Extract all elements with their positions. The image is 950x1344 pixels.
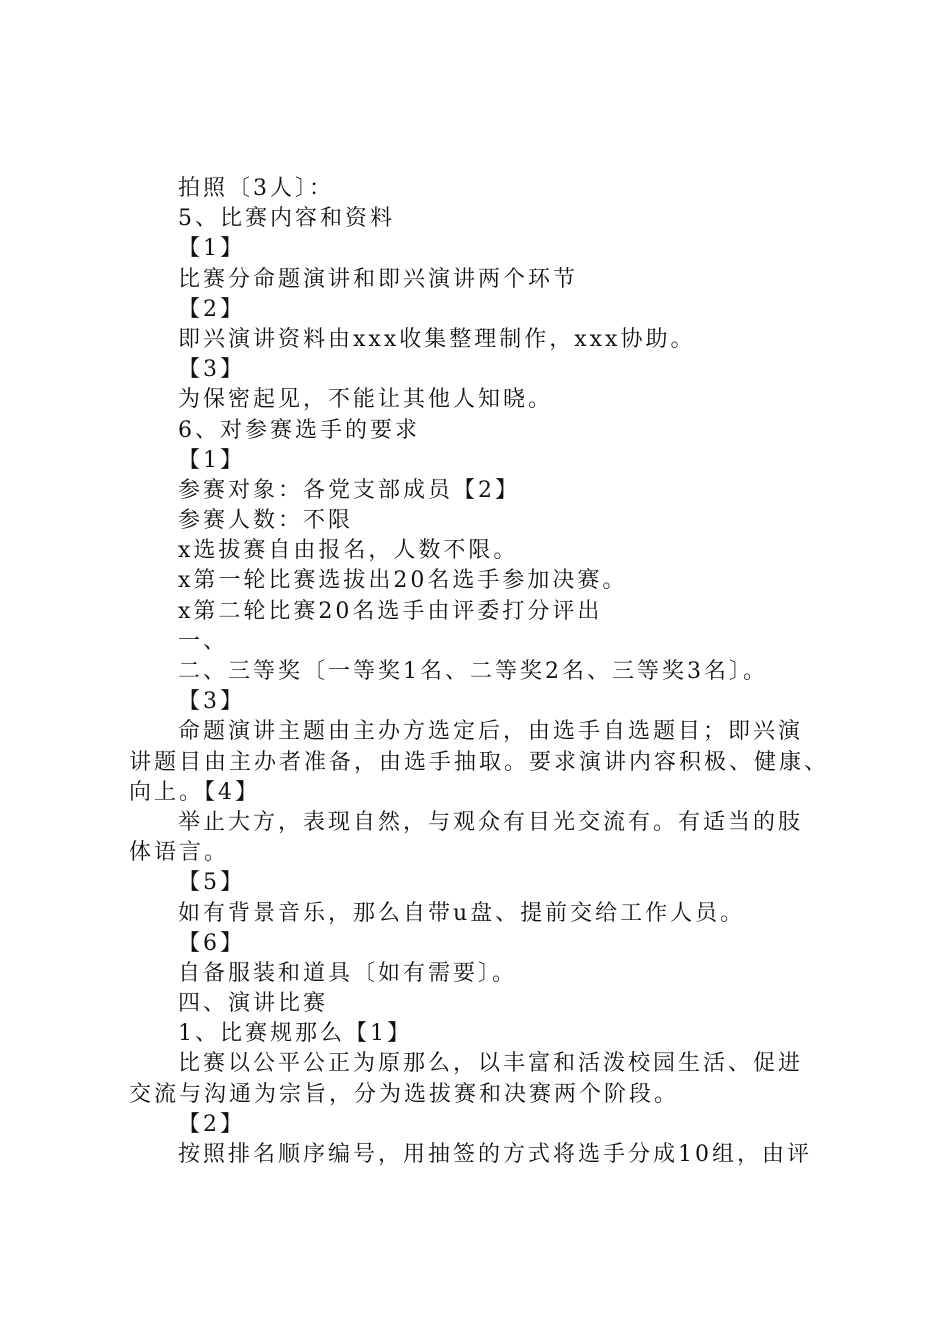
- paragraph-line: 体语言。: [129, 840, 230, 866]
- paragraph-line: x第二轮比赛20名选手由评委打分评出: [178, 598, 603, 624]
- section-heading: 1、比赛规那么【1】: [178, 1021, 412, 1047]
- paragraph-line: x选拔赛自由报名，人数不限。: [178, 538, 519, 564]
- paragraph-line: x第一轮比赛选拔出20名选手参加决赛。: [178, 568, 628, 594]
- paragraph-line: 为保密起见，不能让其他人知晓。: [178, 387, 554, 413]
- item-number: 【5】: [178, 870, 245, 896]
- paragraph-line: 向上。【4】: [129, 779, 260, 805]
- item-number: 【3】: [178, 689, 245, 715]
- paragraph-line: 拍照〔3人〕：: [178, 176, 334, 201]
- paragraph-line: 交流与沟通为宗旨，分为选拔赛和决赛两个阶段。: [129, 1081, 680, 1107]
- item-number: 【2】: [178, 1111, 245, 1137]
- paragraph-line: 如有背景音乐，那么自带u盘、提前交给工作人员。: [178, 900, 746, 926]
- item-number: 【2】: [178, 296, 245, 322]
- paragraph-line: 自备服装和道具〔如有需要〕。: [178, 960, 518, 986]
- paragraph-line: 比赛以公平公正为原那么，以丰富和活泼校园生活、促进: [178, 1051, 804, 1077]
- item-number: 【1】: [178, 236, 245, 262]
- item-number: 【3】: [178, 357, 245, 383]
- section-heading: 四、演讲比赛: [178, 991, 329, 1017]
- paragraph-line: 二、三等奖〔一等奖1名、二等奖2名、三等奖3名〕。: [178, 659, 768, 684]
- paragraph-line: 命题演讲主题由主办方选定后，由选手自选题目；即兴演: [178, 719, 804, 745]
- paragraph-line: 讲题目由主办者准备，由选手抽取。要求演讲内容积极、健康、: [129, 749, 830, 775]
- paragraph-line: 即兴演讲资料由xxx收集整理制作，xxx协助。: [178, 326, 696, 352]
- paragraph-line: 举止大方，表现自然，与观众有目光交流有。有适当的肢: [178, 809, 804, 835]
- paragraph-line: 比赛分命题演讲和即兴演讲两个环节: [178, 266, 579, 292]
- section-heading: 6、对参赛选手的要求: [178, 417, 420, 443]
- document-body: [129, 174, 829, 1170]
- item-number: 【6】: [178, 930, 245, 956]
- item-number: 【1】: [178, 447, 245, 473]
- section-heading: 5、比赛内容和资料: [178, 206, 395, 232]
- paragraph-line: 一、: [178, 628, 229, 654]
- paragraph-line: 参赛对象：各党支部成员【2】: [178, 477, 520, 503]
- paragraph-line: 按照排名顺序编号，用抽签的方式将选手分成10组，由评: [178, 1142, 812, 1167]
- paragraph-line: 参赛人数：不限: [178, 508, 354, 534]
